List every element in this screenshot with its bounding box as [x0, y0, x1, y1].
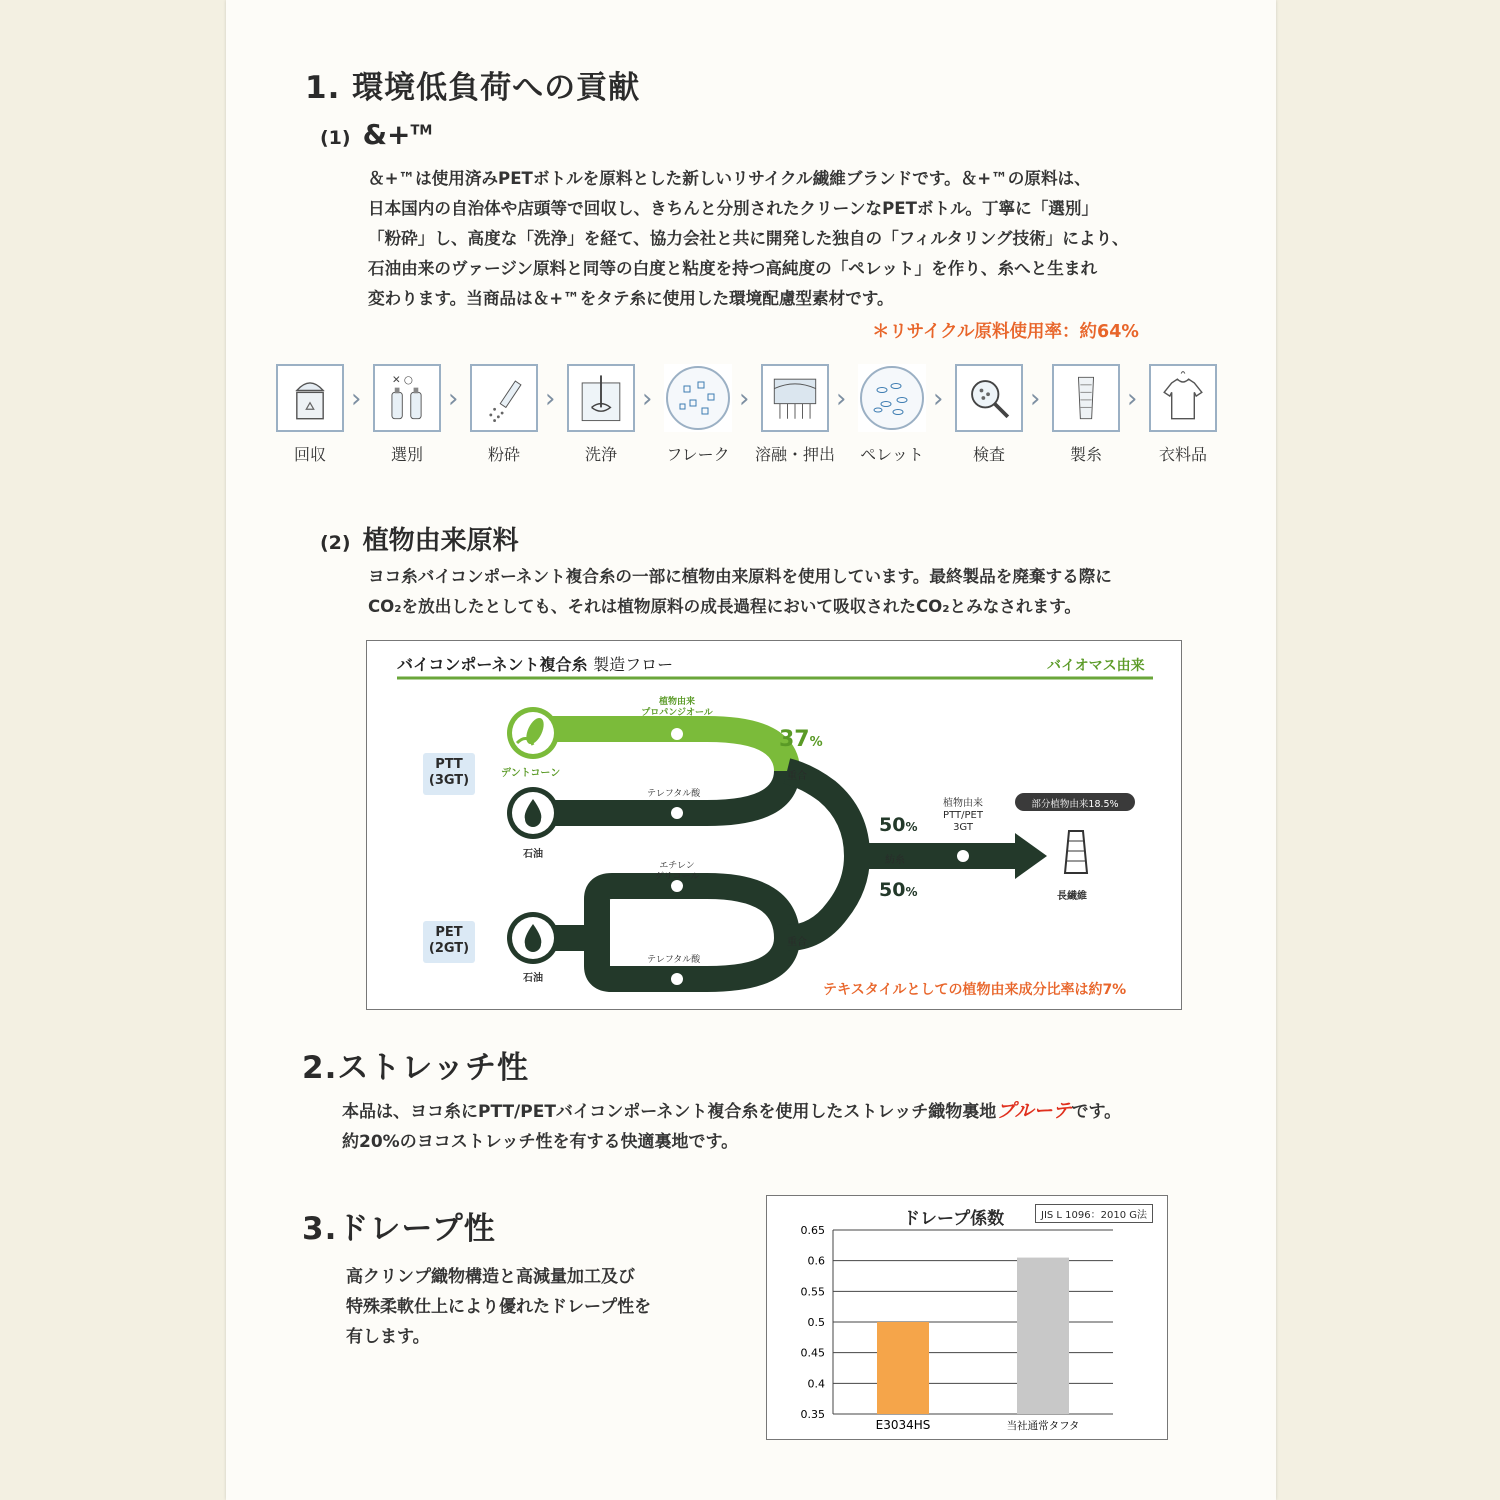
- subsection2-number: (2): [320, 532, 351, 554]
- step-label: 製糸: [1069, 445, 1102, 464]
- bottles-icon: [373, 364, 441, 432]
- y-tick-label: 0.65: [800, 1224, 825, 1237]
- textile-ratio-note: テキスタイルとしての植物由来成分比率は約7%: [823, 982, 1127, 998]
- paragraph-line: 約20%のヨコストレッチ性を有する快適裏地です。: [342, 1132, 739, 1152]
- percent-50-top: [879, 814, 917, 836]
- paragraph-line: ヨコ糸バイコンポーネント複合糸の一部に植物由来原料を使用しています。最終製品を廃棄する際に: [368, 567, 1112, 586]
- filament-label: 長繊維: [1057, 891, 1087, 902]
- subsection1-heading: [320, 118, 432, 151]
- product-label: [929, 798, 997, 834]
- paragraph-line: 変わります。当商品は＆+™をタテ糸に使用した環境配慮型素材です。: [368, 289, 894, 308]
- percent-value: 50: [879, 814, 906, 836]
- bicomponent-flow-diagram: [366, 640, 1182, 1010]
- product-line: PTT/PET: [943, 810, 983, 821]
- step-label: フレーク: [666, 445, 730, 464]
- bar-1: [877, 1322, 929, 1414]
- chevron-right-icon: ›: [739, 384, 750, 414]
- flow-title-main: バイコンポーネント複合糸: [397, 655, 588, 674]
- shirt-icon: [1149, 364, 1217, 432]
- recycle-rate-note: ＊リサイクル原料使用率：約64%: [872, 322, 1139, 342]
- washing-tank-icon: [567, 364, 635, 432]
- y-tick-label: 0.35: [800, 1408, 825, 1421]
- flow-title: [397, 652, 673, 675]
- x-category-label: 当社通常タフタ: [1006, 1420, 1080, 1432]
- y-tick-label: 0.4: [807, 1377, 825, 1391]
- percent-sign: %: [809, 735, 823, 750]
- step-label: 選別: [390, 445, 423, 464]
- y-tick-label: 0.55: [800, 1285, 825, 1299]
- product-line: 3GT: [953, 822, 973, 833]
- percent-value: 50: [879, 879, 906, 901]
- paragraph-line: 日本国内の自治体や店頭等で回収し、きちんと分別されたクリーンなPETボトル。丁寧に「選別」: [368, 199, 1099, 218]
- chevron-right-icon: ›: [836, 384, 847, 414]
- pet-label: [423, 925, 475, 957]
- subsection2-title: 植物由来原料: [362, 526, 519, 556]
- section2-title: 2.ストレッチ性: [302, 1050, 530, 1086]
- step-label: 衣料品: [1158, 445, 1207, 464]
- plant-material-line: プロパンジオール: [641, 708, 713, 718]
- flow-graphic: [367, 641, 1183, 1011]
- subsection2-heading: [320, 520, 519, 557]
- flow-title-suffix: 製造フロー: [593, 655, 674, 674]
- pet-code: (2GT): [428, 941, 470, 956]
- percent-50-bottom: [879, 879, 917, 901]
- stretch-text-end: です。: [1071, 1102, 1122, 1122]
- corn-label: デントコーン: [501, 768, 561, 779]
- section3-paragraph: [346, 1262, 651, 1352]
- tpa-label-1: テレフタル酸: [647, 789, 701, 799]
- subsection1-paragraph: [368, 164, 1129, 314]
- ptt-code: (3GT): [428, 773, 470, 788]
- subsection1-title: &+: [362, 118, 411, 151]
- trademark-mark: TM: [410, 123, 433, 139]
- chevron-right-icon: ›: [545, 384, 556, 414]
- ptt-name: PTT: [435, 757, 463, 772]
- step-label: 洗浄: [584, 445, 617, 464]
- step-label: 回収: [293, 445, 326, 464]
- partial-plant-badge: 部分植物由来18.5%: [1031, 799, 1119, 810]
- ptt-label: [423, 757, 475, 789]
- paragraph-line: ＆+™は使用済みPETボトルを原料とした新しいリサイクル繊維ブランドです。＆+™の原料は、: [368, 169, 1091, 188]
- percent-sign: %: [905, 820, 918, 834]
- polymerize-label-2: 重合: [787, 937, 807, 948]
- paragraph-line: 高クリンプ織物構造と高減量加工及び: [346, 1267, 635, 1287]
- melt-extrude-icon: [761, 364, 829, 432]
- polymerize-label-1: 重合: [787, 771, 807, 782]
- oil-label-1: 石油: [523, 849, 543, 860]
- pellets-icon: [858, 364, 926, 432]
- chevron-right-icon: ›: [933, 384, 944, 414]
- step-label: 粉砕: [487, 445, 520, 464]
- paragraph-line: CO₂を放出したとしても、それは植物原料の成長過程において吸収されたCO₂とみなされます。: [368, 597, 1081, 616]
- paragraph-line: 特殊柔軟仕上により優れたドレープ性を: [346, 1297, 652, 1317]
- svg-text:✕ ○: ✕ ○: [391, 373, 413, 386]
- y-tick-label: 0.6: [807, 1254, 825, 1268]
- tpa-label-2: テレフタル酸: [647, 955, 701, 965]
- chart-plot: [767, 1196, 1169, 1441]
- subsection1-number: (1): [320, 127, 351, 149]
- flakes-icon: [664, 364, 732, 432]
- section1-title: 1. 環境低負荷への貢献: [305, 70, 641, 106]
- inspection-icon: [955, 364, 1023, 432]
- eg-line: エチレン: [659, 861, 695, 871]
- spool-icon: [1052, 364, 1120, 432]
- plant-material-label: [627, 697, 727, 719]
- step-label: ペレット: [860, 445, 924, 464]
- x-category-label: E3034HS: [875, 1418, 931, 1432]
- y-tick-label: 0.5: [807, 1316, 825, 1329]
- biomass-label: バイオマス由来: [1047, 658, 1145, 674]
- chevron-right-icon: ›: [1030, 384, 1041, 414]
- chevron-right-icon: ›: [642, 384, 653, 414]
- section3-title: 3.ドレープ性: [302, 1211, 496, 1247]
- oil-label-2: 石油: [523, 973, 543, 984]
- paragraph-line: 石油由来のヴァージン原料と同等の白度と粘度を持つ高純度の「ペレット」を作り、糸へと生まれ: [368, 259, 1098, 278]
- recycle-bin-icon: [276, 364, 344, 432]
- paragraph-line: [342, 1096, 1121, 1127]
- subsection2-paragraph: [368, 562, 1112, 622]
- drape-chart: [766, 1195, 1168, 1440]
- percent-value: 37: [779, 727, 810, 752]
- eg-label: [647, 861, 707, 883]
- percent-37: [779, 727, 823, 752]
- eg-line: グリコール: [654, 872, 700, 882]
- pet-name: PET: [435, 925, 463, 940]
- plant-material-line: 植物由来: [658, 697, 695, 707]
- percent-sign: %: [905, 885, 918, 899]
- chevron-right-icon: ›: [1127, 384, 1138, 414]
- spin-label: 紡糸: [885, 855, 905, 866]
- brand-name: プルーテ: [996, 1100, 1072, 1122]
- paragraph-line: 「粉砕」し、高度な「洗浄」を経て、協力会社と共に開発した独自の「フィルタリング技術」により、: [368, 229, 1129, 248]
- chevron-right-icon: ›: [448, 384, 459, 414]
- stretch-text: 本品は、ヨコ糸にPTT/PETバイコンポーネント複合糸を使用したストレッチ織物裏地: [342, 1102, 997, 1122]
- step-label: 検査: [972, 445, 1005, 464]
- chart-title: ドレープ係数: [903, 1209, 1005, 1229]
- y-tick-label: 0.45: [800, 1346, 825, 1360]
- chart-standard: JIS L 1096：2010 G法: [1035, 1204, 1153, 1223]
- step-label: 溶融・押出: [754, 445, 835, 464]
- bar-2: [1017, 1258, 1069, 1414]
- chevron-right-icon: ›: [351, 384, 362, 414]
- crushed-bottle-icon: [470, 364, 538, 432]
- paragraph-line: 有します。: [346, 1327, 430, 1347]
- product-line: 植物由来: [943, 798, 983, 809]
- section2-paragraph: [342, 1096, 1121, 1157]
